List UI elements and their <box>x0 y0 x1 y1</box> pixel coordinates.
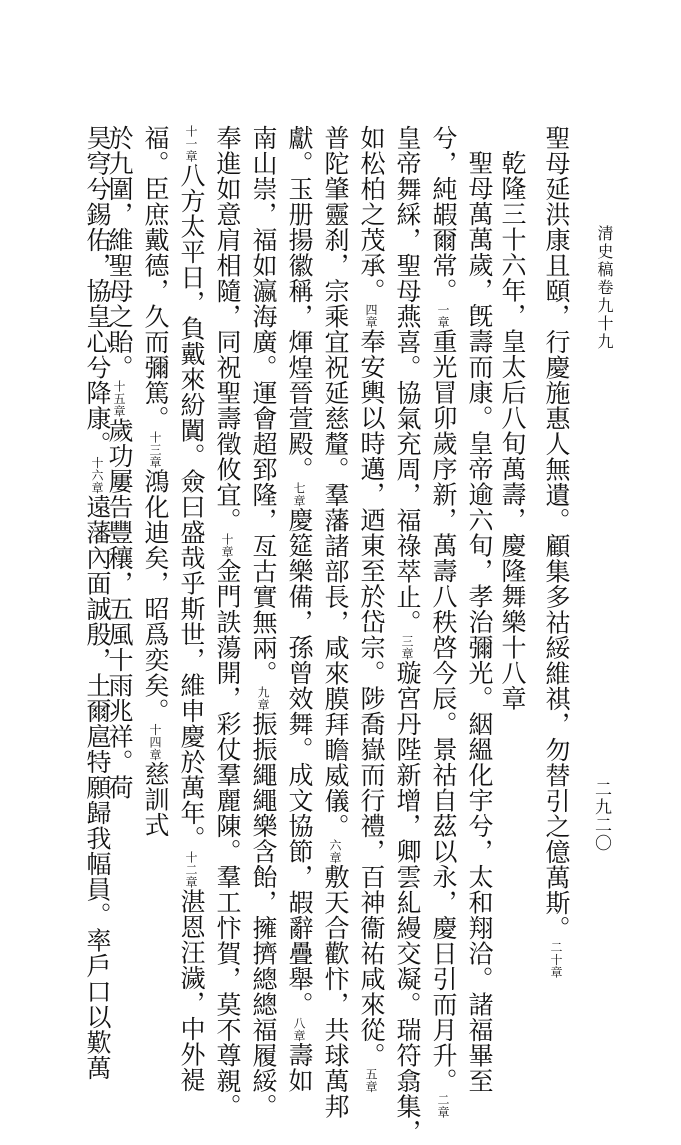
chapter-mark: 十三章 <box>148 431 162 469</box>
text-column-4 <box>467 150 492 1094</box>
column-text: 皇帝舞綵，聖母燕喜。協氣充周，福祿萃止。 <box>393 125 422 635</box>
column-text: 於九圍，維聖母之貽。 <box>105 125 134 380</box>
column-text: 如松柏之茂承。 <box>357 125 386 304</box>
text-column-1 <box>544 125 569 979</box>
column-text: 獻。玉册揚徽稱，煇煌晉萱殿。 <box>285 125 314 482</box>
chapter-mark: 十二章 <box>184 851 198 889</box>
chapter-mark: 八章 <box>292 1017 306 1042</box>
text-column-14 <box>107 125 132 800</box>
chapter-mark: 九章 <box>256 686 270 711</box>
column-text: 奉進如意肩相隨，同祝聖壽徵攸宜。 <box>213 125 242 533</box>
column-text: 遠藩內面誠殷，土爾扈特願歸我幅員。率戶口以歎萬 <box>83 494 112 1081</box>
chapter-mark: 二章 <box>436 1093 450 1119</box>
chapter-mark: 十四章 <box>148 723 162 761</box>
chapter-mark: 六章 <box>328 839 342 864</box>
column-text: 聖母延洪康且頤，行慶施惠人無遺。顧集多祜綏維祺，勿替引之億萬斯。 <box>542 125 571 941</box>
column-text: 南山崇，福如瀛海廣。運會超郅隆，亙古實無兩。 <box>249 125 278 686</box>
chapter-mark: 一章 <box>436 303 450 329</box>
text-column-10 <box>251 125 276 1119</box>
column-text: 金門詄蕩開，彩仗羣麗陳。羣工忭賀，莫不尊親。 <box>213 558 242 1119</box>
column-text: 奉安輿以時邁，迺東至於岱宗。陟喬嶽而行禮，百神衞祐咸來從。 <box>357 328 386 1068</box>
column-text: 普陀肇靈刹，宗乘宜祝延慈釐。羣藩諸部長，咸來膜拜瞻威儀。 <box>321 125 350 839</box>
column-text: 重光冒卯歲序新，萬壽八秩啓今辰。景祜自茲以永，慶日引而月升。 <box>429 328 458 1094</box>
text-column-9 <box>287 125 312 1093</box>
chapter-mark: 五章 <box>364 1068 378 1093</box>
column-text: 昊穹兮錫佑，協皇心兮降康。 <box>83 125 112 457</box>
text-column-13 <box>143 125 168 838</box>
text-column-5 <box>431 125 456 1119</box>
text-column-3 <box>500 150 525 711</box>
column-text: 八方太平日，負戴來紛闐。僉曰盛哉乎斯世，維申慶於萬年。 <box>177 162 206 851</box>
chapter-mark: 七章 <box>292 482 306 507</box>
column-text: 慈訓式 <box>141 761 170 838</box>
column-text: 福。臣庶戴德，久而彌篤。 <box>141 125 170 431</box>
column-text: 歲功屢告豐穰，五風十雨兆祥。荷 <box>105 417 134 800</box>
section-heading: 乾隆三十六年，皇太后八旬萬壽，慶隆舞樂十八章 <box>498 150 527 711</box>
text-column-6 <box>395 125 420 1145</box>
text-column-8 <box>323 125 348 1119</box>
text-column-7 <box>359 125 384 1093</box>
page-number: 二九二〇 <box>591 780 611 852</box>
column-text: 聖母萬萬歲，旣壽而康。皇帝逾六旬，孝治彌光。絪縕化宇兮，太和翔洽。諸福畢至 <box>465 150 494 1094</box>
chapter-mark: 十一章 <box>184 125 198 163</box>
chapter-mark: 四章 <box>364 303 378 329</box>
column-text: 壽如 <box>285 1042 314 1093</box>
text-column-11 <box>215 125 240 1119</box>
chapter-mark: 二十章 <box>549 941 563 979</box>
column-text: 慶筵樂備，孫曾效舞。成文協節，嘏辭疊舉。 <box>285 507 314 1017</box>
column-text: 鴻化迪矣，昭爲奕矣。 <box>141 468 170 724</box>
column-text: 湛恩汪濊，中外褆 <box>177 888 206 1093</box>
column-text: 振振繩繩樂含飴，擁擠總總福履綏。 <box>249 711 278 1119</box>
chapter-mark: 十六章 <box>90 456 104 494</box>
text-column-12 <box>179 125 204 1093</box>
column-text: 敷天合歡忭，共球萬邦 <box>321 864 350 1119</box>
chapter-mark: 十章 <box>220 533 234 558</box>
chapter-mark: 三章 <box>400 635 414 660</box>
page-header-title: 清史稿卷九十九 <box>595 225 614 351</box>
column-text: 兮，純嘏爾常。 <box>429 125 458 304</box>
chapter-mark: 十五章 <box>112 380 126 418</box>
column-text: 璇宮丹陛新增，卿雲糺縵交凝。瑞符翕集， <box>393 660 422 1145</box>
